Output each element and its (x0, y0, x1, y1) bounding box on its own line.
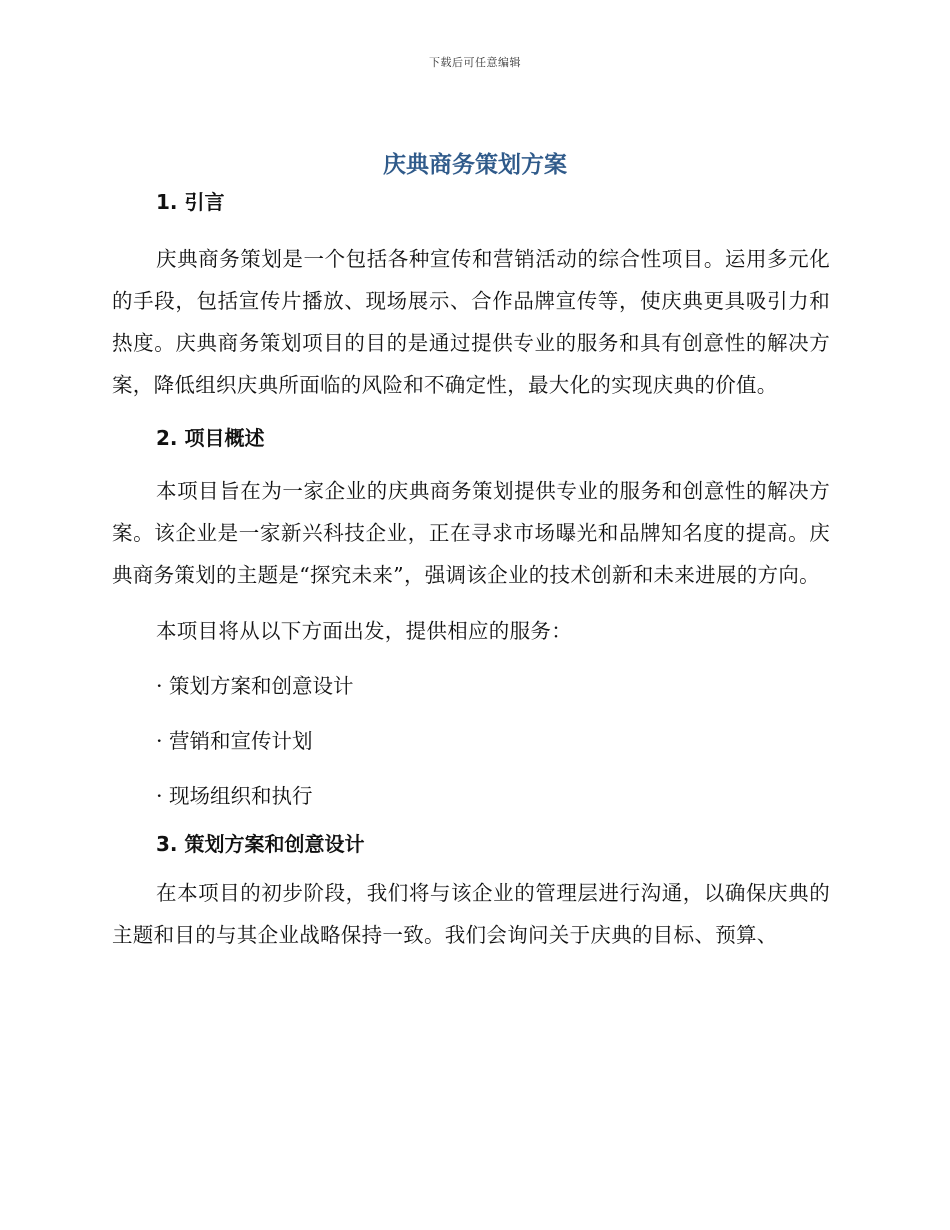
introduction-paragraph: 庆典商务策划是一个包括各种宣传和营销活动的综合性项目。运用多元化的手段，包括宣传片播放、现场展示、合作品牌宣传等，使庆典更具吸引力和热度。庆典商务策划项目的目的是通过提供专业的服务和具有创意性的解决方案，降低组织庆典所面临的风险和不确定性，最大化的实现庆典的价值。 (112, 247, 830, 397)
overview-paragraph: 本项目旨在为一家企业的庆典商务策划提供专业的服务和创意性的解决方案。该企业是一家新兴科技企业，正在寻求市场曝光和品牌知名度的提高。庆典商务策划的主题是“探究未来”，强调该企业的技术创新和未来进展的方向。 (112, 479, 830, 587)
services-list (112, 665, 830, 817)
planning-paragraph: 在本项目的初步阶段，我们将与该企业的管理层进行沟通，以确保庆典的主题和目的与其企业战略保持一致。我们会询问关于庆典的目标、预算、 (112, 881, 830, 947)
services-intro-paragraph: 本项目将从以下方面出发，提供相应的服务： (156, 619, 572, 643)
section-heading-planning: 3. 策划方案和创意设计 (156, 832, 365, 856)
page-header: 下载后可任意编辑 (429, 56, 521, 69)
document-title: 庆典商务策划方案 (383, 152, 567, 178)
document-body (112, 188, 830, 956)
section-heading-overview: 2. 项目概述 (156, 426, 265, 450)
list-item: · 营销和宣传计划 (156, 729, 313, 753)
list-item: · 现场组织和执行 (156, 784, 313, 808)
section-heading-introduction: 1. 引言 (156, 190, 225, 214)
list-item: · 策划方案和创意设计 (156, 674, 354, 698)
